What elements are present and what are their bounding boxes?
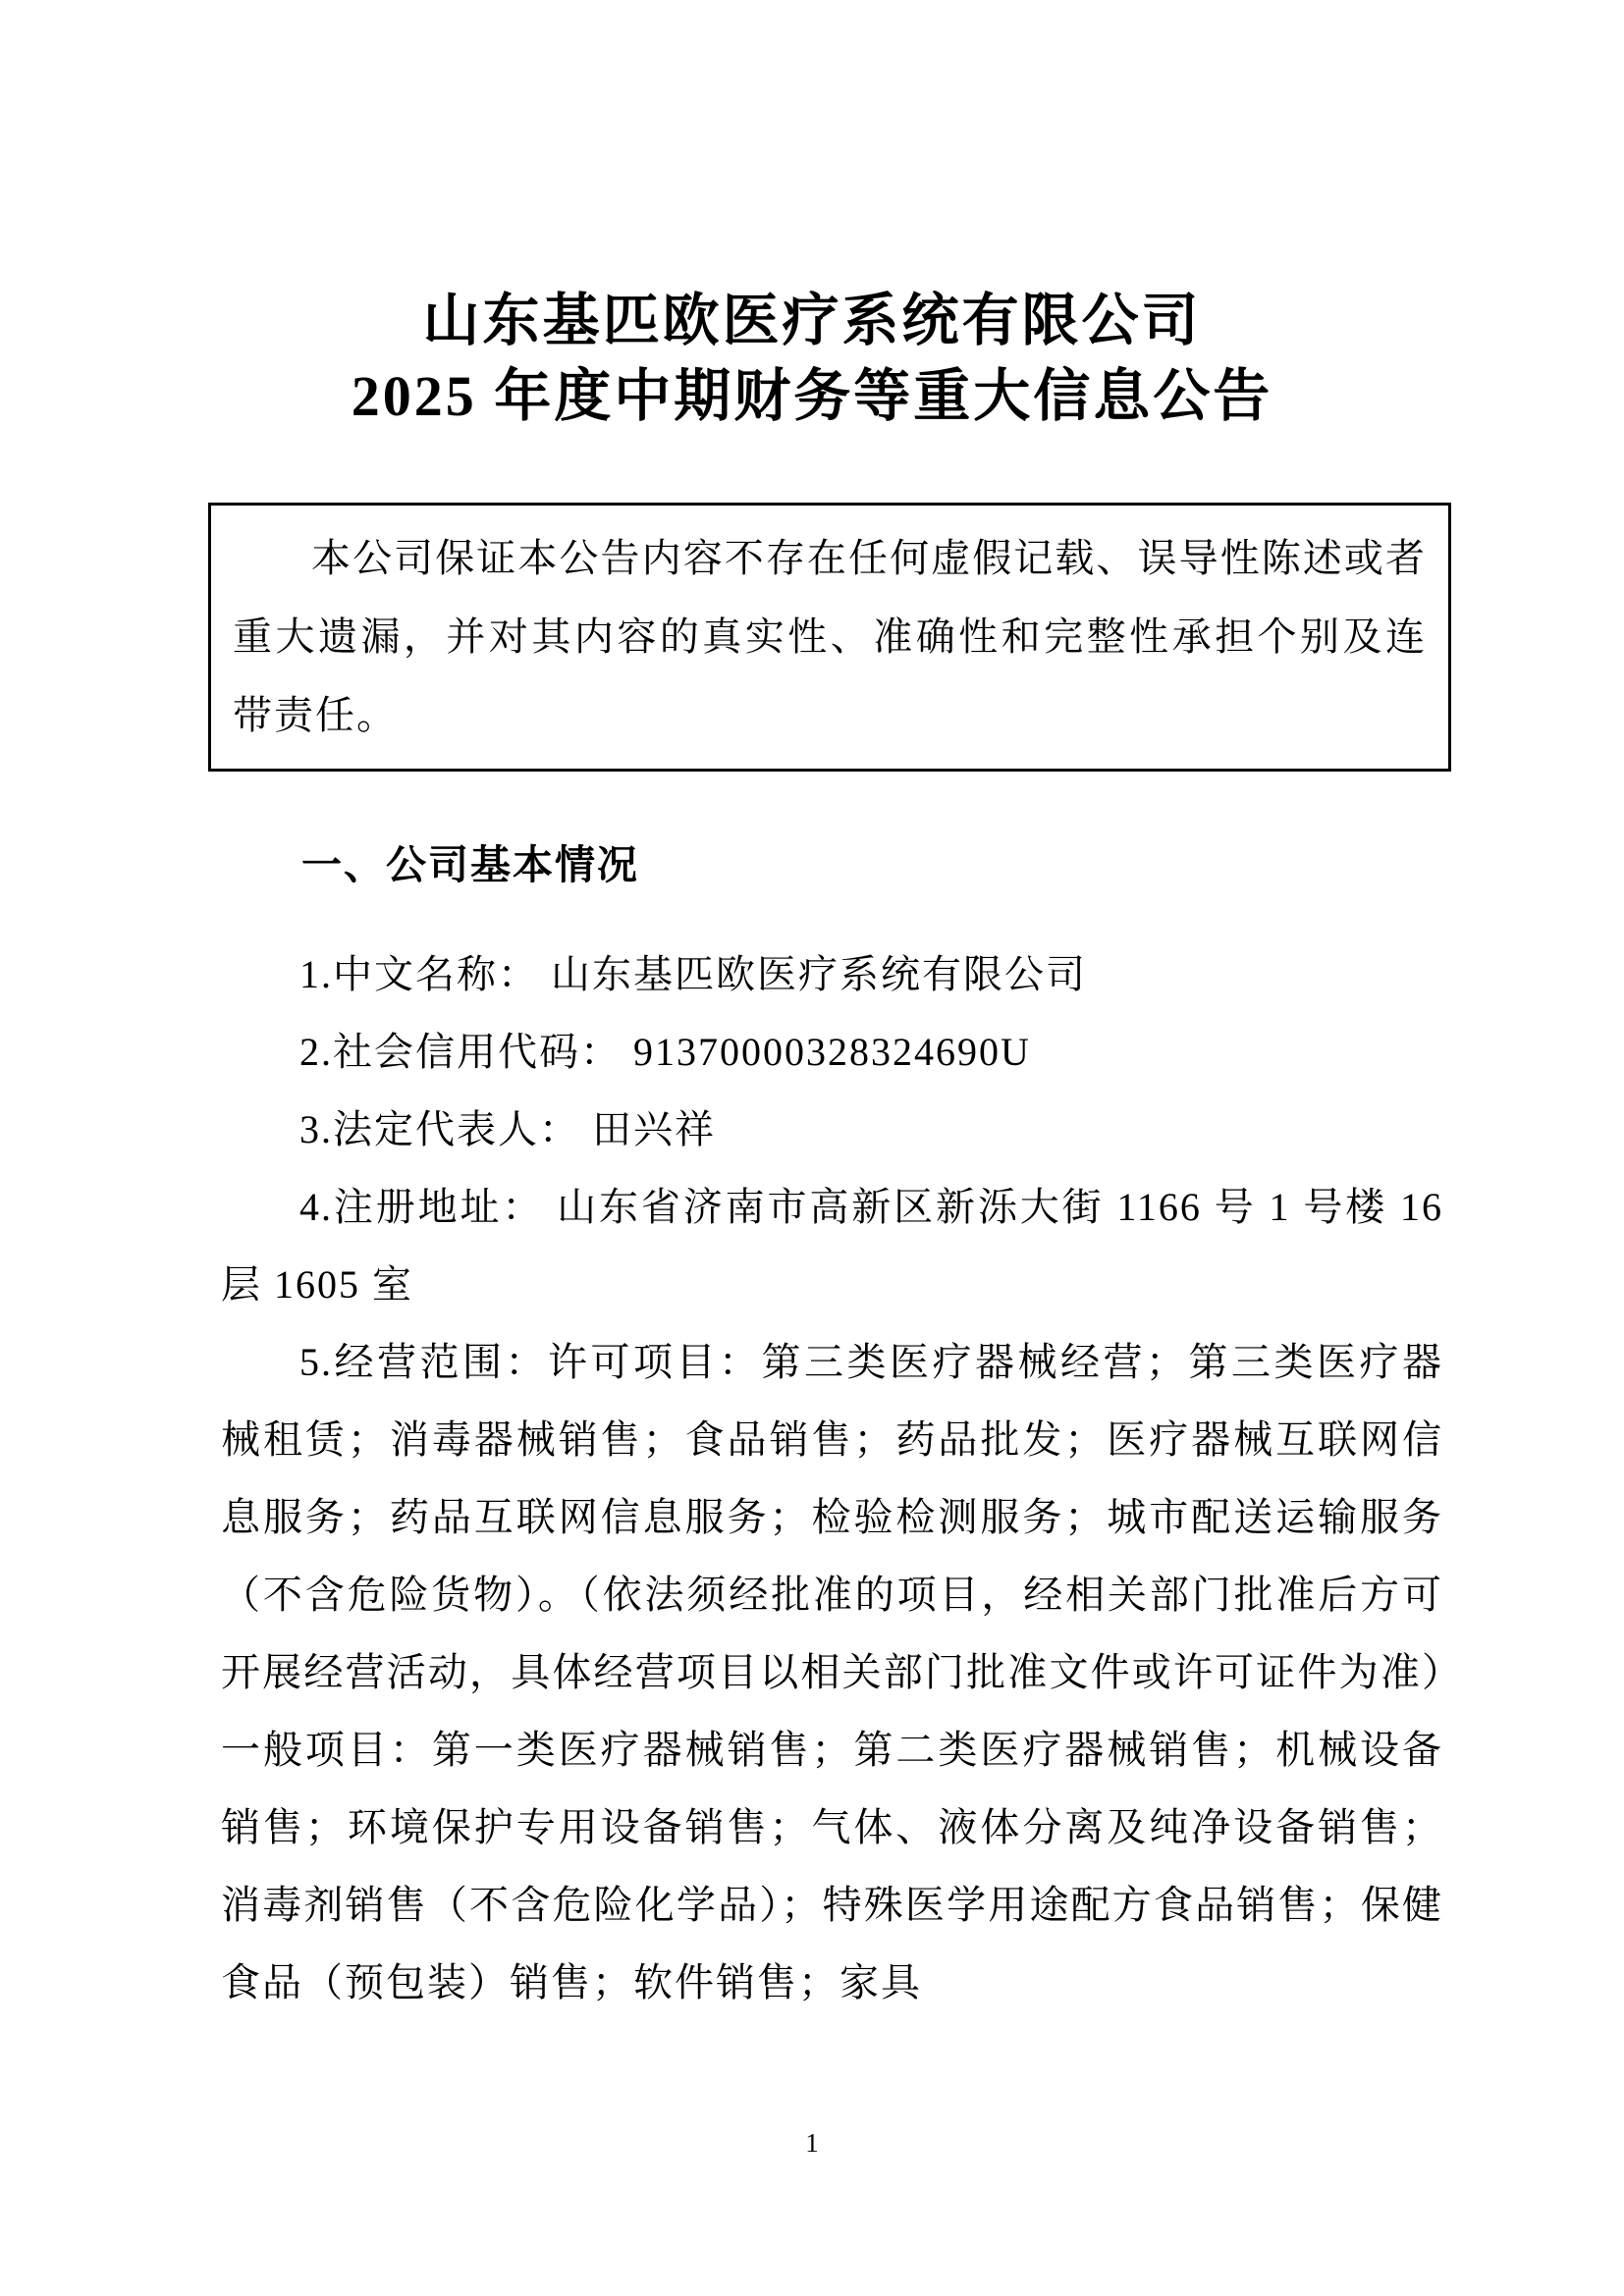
doc-title-line1: 山东基匹欧医疗系统有限公司 [422, 289, 1202, 352]
section-heading: 一、公司基本情况 [301, 842, 639, 887]
notice-box [208, 503, 1451, 772]
doc-title-line2: 2025 年度中期财务等重大信息公告 [351, 364, 1273, 428]
item-credit-code: 2.社会信用代码： 91370000328324690U [299, 1030, 1031, 1074]
page-number: 1 [805, 2128, 819, 2158]
section-body [221, 935, 1443, 2021]
item-legal-representative: 3.法定代表人： 田兴祥 [299, 1107, 716, 1151]
notice-text: 本公司保证本公告内容不存在任何虚假记载、误导性陈述或者重大遗漏，并对其内容的真实性、准确性和完整性承担个别及连带责任。 [233, 536, 1427, 737]
item-business-scope: 5.经营范围：许可项目：第三类医疗器械经营；第三类医疗器械租赁；消毒器械销售；食品销售；药品批发；医疗器械互联网信息服务；药品互联网信息服务；检验检测服务；城市配送运输服务（不含危险货物）。（依法须经批准的项目，经相关部门批准后方可开展经营活动，具体经营项目以相关部门批准文件或许可证件为准）一般项目：第一类医疗器械销售；第二类医疗器械销售；机械设备销售；环境保护专用设备销售；气体、液体分离及纯净设备销售；消毒剂销售（不含危险化学品）；特殊医学用途配方食品销售；保健食品（预包装）销售；软件销售；家具 [221, 1340, 1443, 2004]
doc-title [0, 283, 1624, 434]
item-registered-address: 4.注册地址： 山东省济南市高新区新泺大街 1166 号 1 号楼 16 层 1605 室 [221, 1185, 1443, 1307]
item-chinese-name: 1.中文名称： 山东基匹欧医疗系统有限公司 [299, 952, 1087, 996]
